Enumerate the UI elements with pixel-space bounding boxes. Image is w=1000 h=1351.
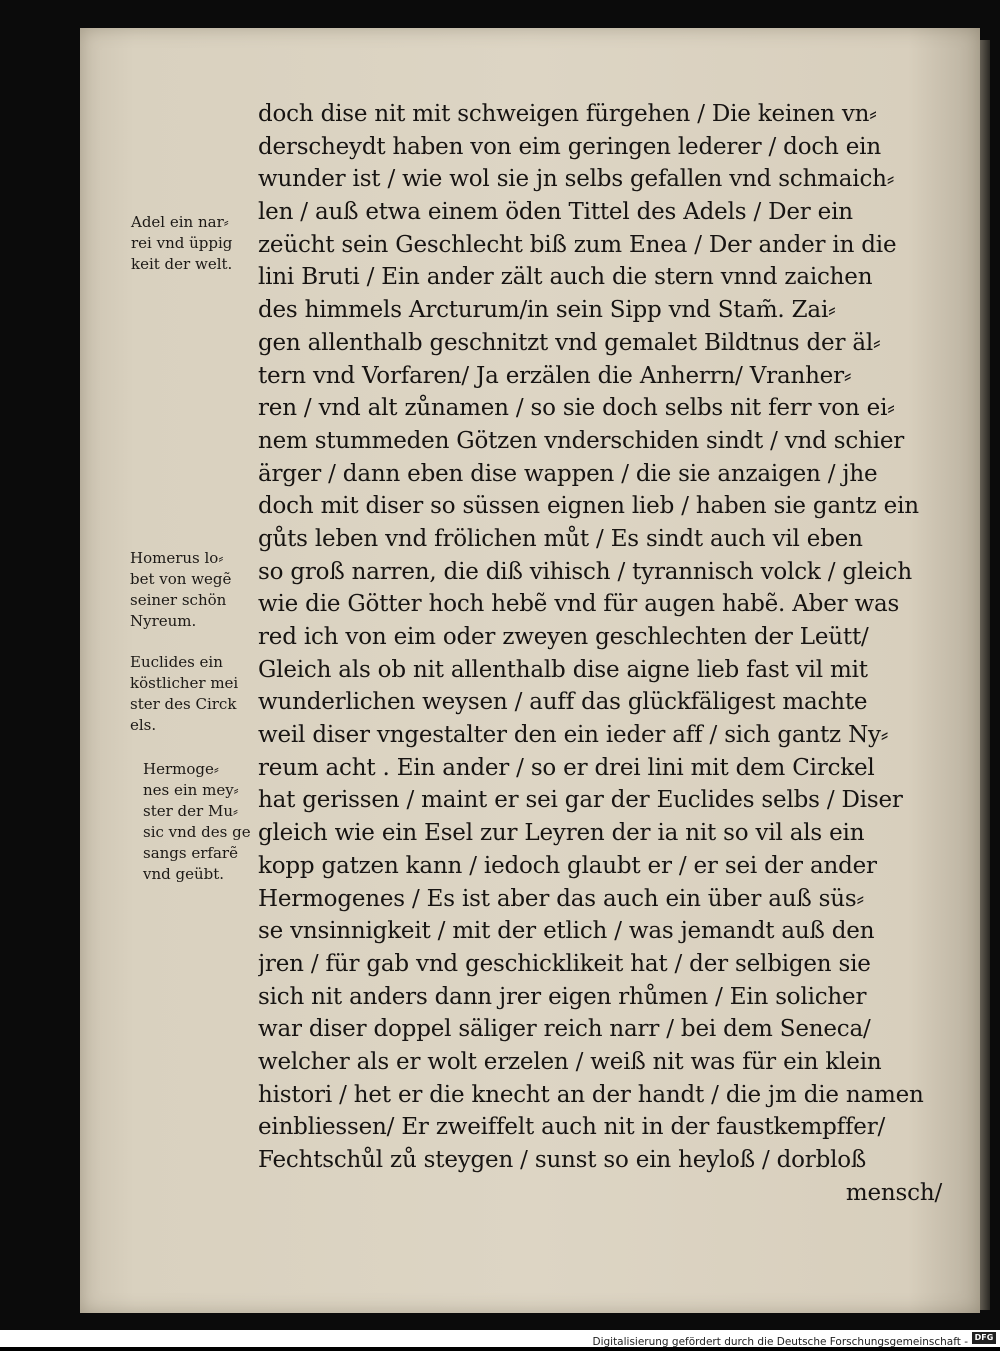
marginal-note-line: keit der welt. [131, 255, 233, 273]
text-line: sich nit anders dann jrer eigen rhůmen / Ein solicher [258, 983, 867, 1010]
marginal-note-line: vnd geübt. [143, 865, 225, 883]
text-line: welcher als er wolt erzelen / weiß nit was für ein klein [258, 1048, 882, 1075]
text-line: wie die Götter hoch hebẽ vnd für augen habẽ. Aber was [258, 591, 900, 618]
marginal-note-line: ster des Circk [130, 695, 237, 713]
text-line: gůts leben vnd frölichen můt / Es sindt auch vil eben [258, 525, 863, 552]
main-text-block [258, 98, 948, 1209]
text-line: doch mit diser so süssen eignen lieb / haben sie gantz ein [258, 493, 919, 520]
marginal-note-line: köstlicher mei [130, 674, 239, 692]
marginal-note-line: Adel ein nar⸗ [131, 213, 229, 231]
digitization-footer [0, 1330, 1000, 1347]
text-line: gen allenthalb geschnitzt vnd gemalet Bildtnus der äl⸗ [258, 329, 881, 356]
text-line: gleich wie ein Esel zur Leyren der ia nit so vil als ein [258, 820, 865, 847]
text-line: wunder ist / wie wol sie jn selbs gefallen vnd schmaich⸗ [258, 166, 895, 193]
text-line: Gleich als ob nit allenthalb dise aigne lieb fast vil mit [258, 656, 868, 683]
text-line: ärger / dann eben dise wappen / die sie anzaigen / jhe [258, 460, 878, 487]
text-line: so groß narren, die diß vihisch / tyrannisch volck / gleich [258, 558, 912, 585]
text-line: se vnsinnigkeit / mit der etlich / was jemandt auß den [258, 918, 875, 945]
marginal-note-homerus [130, 548, 231, 632]
text-line: des himmels Arcturum/in sein Sipp vnd Stam̃. Zai⸗ [258, 297, 836, 324]
text-line: reum acht . Ein ander / so er drei lini mit dem Circkel [258, 754, 875, 781]
text-line: Hermogenes / Es ist aber das auch ein über auß süs⸗ [258, 885, 864, 912]
marginal-note-line: sangs erfarẽ [143, 844, 238, 862]
marginal-note-line: bet von wegẽ [130, 570, 232, 588]
text-line: kopp gatzen kann / iedoch glaubt er / er sei der ander [258, 852, 877, 879]
text-line: hat gerissen / maint er sei gar der Euclides selbs / Diser [258, 787, 903, 814]
funding-credit: Digitalisierung gefördert durch die Deutsche Forschungsgemeinschaft - [592, 1336, 968, 1348]
marginal-note-line: nes ein mey⸗ [143, 781, 239, 799]
text-line: len / auß etwa einem öden Tittel des Adels / Der ein [258, 199, 853, 226]
text-line: nem stummeden Götzen vnderschiden sindt / vnd schier [258, 427, 905, 454]
text-line: Fechtschůl zů steygen / sunst so ein heyloß / dorbloß [258, 1147, 867, 1173]
text-line: wunderlichen weysen / auff das glückfäligest machte [258, 689, 868, 716]
marginal-note-line: Homerus lo⸗ [130, 549, 224, 567]
marginal-note-adel [131, 212, 232, 275]
text-line: weil diser vngestalter den ein ieder aff / sich gantz Ny⸗ [258, 722, 889, 749]
dfg-logo-icon: DFG [972, 1332, 996, 1344]
marginal-note-line: sic vnd des ge [143, 823, 251, 841]
text-line: einbliessen/ Er zweiffelt auch nit in der faustkempffer/ [258, 1114, 886, 1141]
marginal-note-hermogenes [143, 759, 251, 885]
text-line: ren / vnd alt zůnamen / so sie doch selbs nit ferr von ei⸗ [258, 395, 895, 422]
marginal-note-line: els. [130, 716, 157, 734]
text-line: lini Bruti / Ein ander zält auch die stern vnnd zaichen [258, 264, 873, 291]
text-line: tern vnd Vorfaren/ Ja erzälen die Anherrn/ Vranher⸗ [258, 362, 852, 389]
text-line: doch dise nit mit schweigen fürgehen / Die keinen vn⸗ [258, 101, 877, 127]
marginal-note-euclides [130, 652, 238, 736]
text-line: histori / het er die knecht an der handt / die jm die namen [258, 1081, 924, 1108]
text-line: red ich von eim oder zweyen geschlechten der Leütt/ [258, 624, 869, 650]
text-line: zeücht sein Geschlecht biß zum Enea / Der ander in die [258, 231, 897, 258]
marginal-note-line: seiner schön [130, 591, 227, 609]
catchword: mensch/ [845, 1179, 942, 1206]
marginal-note-line: Euclides ein [130, 653, 223, 671]
text-line: war diser doppel säliger reich narr / bei dem Seneca/ [258, 1016, 871, 1043]
text-line: derscheydt haben von eim geringen lederer / doch ein [258, 133, 881, 160]
marginal-note-line: ster der Mu⸗ [143, 802, 238, 820]
marginal-note-line: Hermoge⸗ [143, 760, 219, 778]
marginal-note-line: Nyreum. [130, 612, 197, 630]
marginal-note-line: rei vnd üppig [131, 234, 233, 252]
text-line: jren / für gab vnd geschicklikeit hat / der selbigen sie [258, 950, 871, 977]
